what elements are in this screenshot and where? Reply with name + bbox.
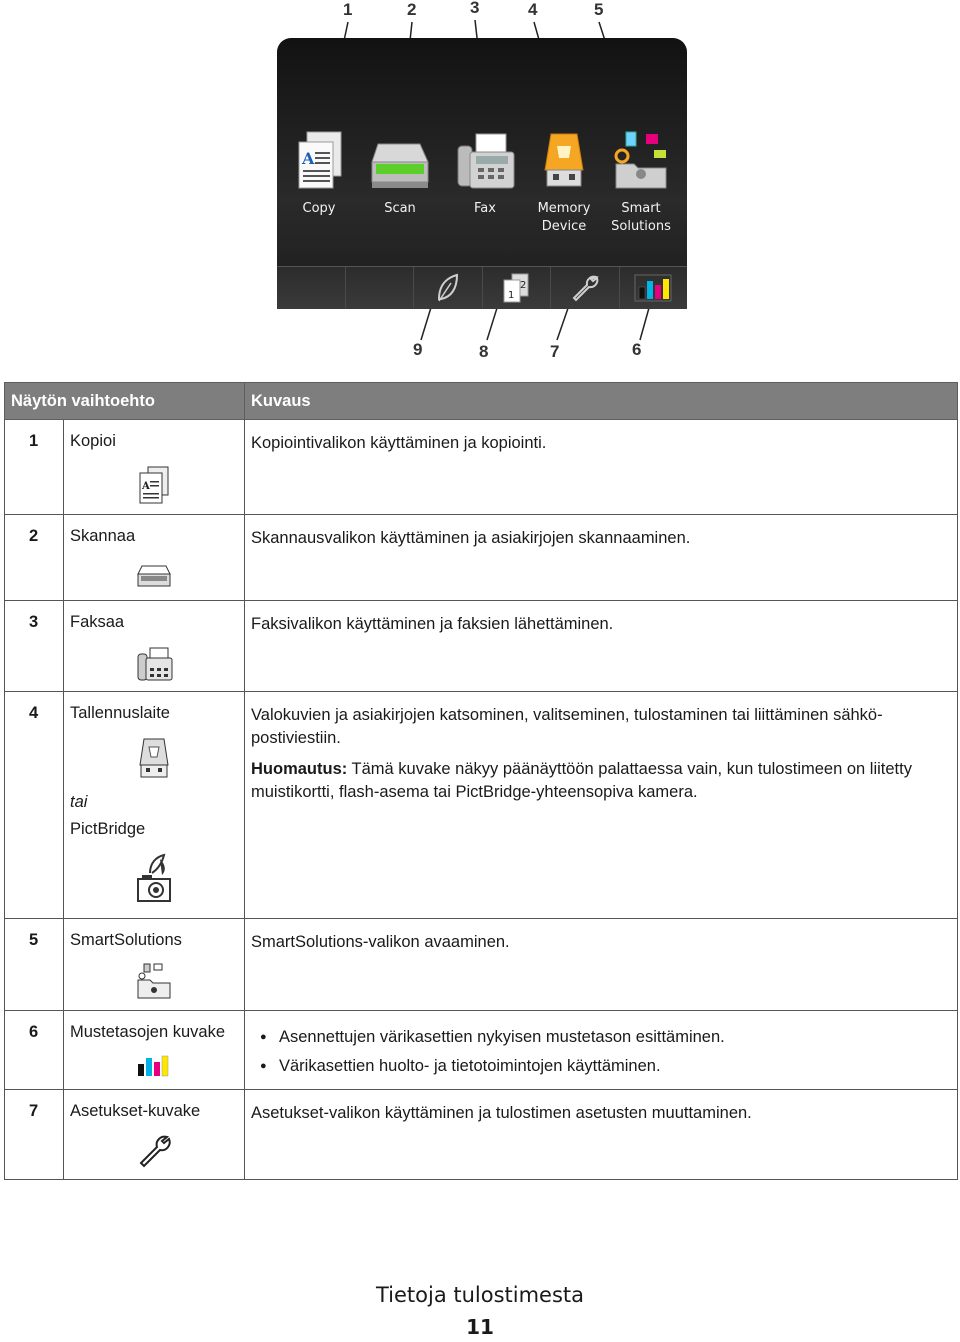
printer-display [277, 38, 687, 308]
option-label: Skannaa [70, 527, 136, 545]
eco-button[interactable] [414, 267, 483, 309]
smart-label-line1: Smart [621, 201, 661, 216]
or-text: tai [70, 793, 88, 811]
option-cell [64, 515, 244, 590]
memory-device-app[interactable] [525, 130, 603, 236]
option-label: SmartSolutions [70, 931, 182, 949]
ink-levels-icon [136, 1054, 172, 1078]
callout-7: 7 [550, 342, 560, 361]
ink-levels-button[interactable] [620, 267, 688, 309]
callout-1: 1 [343, 0, 353, 19]
svg-text:A: A [302, 149, 315, 168]
memory-device-icon [525, 130, 603, 192]
callout-4: 4 [528, 0, 538, 19]
table-row [5, 919, 958, 1011]
fax-icon [136, 646, 174, 682]
scanner-icon [361, 130, 439, 192]
option-cell [64, 919, 244, 1000]
row-number: 7 [29, 1102, 39, 1120]
note [251, 758, 951, 804]
copy-label: Copy [302, 201, 336, 216]
bar-cell-empty-1 [277, 267, 346, 309]
option-alt-label: PictBridge [70, 820, 146, 838]
wrench-icon [570, 273, 600, 303]
copy-app[interactable] [280, 130, 358, 218]
option-cell [64, 1090, 244, 1169]
table-row [5, 420, 958, 515]
description: SmartSolutions-valikon avaaminen. [251, 933, 510, 951]
page-number: 11 [466, 1315, 494, 1339]
memory-device-icon [136, 737, 172, 781]
callout-5: 5 [594, 0, 604, 19]
table-row [5, 515, 958, 601]
option-label: Kopioi [70, 432, 116, 450]
table-header-row [5, 383, 958, 420]
description: Kopiointivalikon käyttäminen ja kopiointi. [251, 434, 547, 452]
memory-label-line2: Device [541, 219, 587, 234]
bullet-item: ● Asennettujen värikasettien nykyisen mustetason esittäminen. [251, 1023, 951, 1052]
bullet-list [251, 1023, 951, 1081]
row-number: 6 [29, 1023, 39, 1041]
footer-title: Tietoja tulostimesta [375, 1283, 585, 1307]
row-number: 1 [29, 432, 39, 450]
option-cell [64, 601, 244, 682]
eco-icon [435, 273, 461, 303]
header-option: Näytön vaihtoehto [5, 383, 245, 420]
copy-icon [136, 465, 172, 505]
option-label: Faksaa [70, 613, 125, 631]
page-digit-1: 1 [508, 290, 515, 301]
page-digit-2: 2 [520, 280, 527, 291]
bar-cell-empty-2 [346, 267, 415, 309]
scanner-icon [136, 564, 172, 590]
wrench-icon [136, 1133, 172, 1169]
smart-solutions-label [602, 200, 680, 236]
memory-label-line1: Memory [537, 201, 591, 216]
description-line2: postiviestiin. [251, 729, 341, 747]
settings-button[interactable] [551, 267, 620, 309]
screen-bottom-bar [277, 266, 687, 309]
two-sided-button[interactable] [483, 267, 552, 309]
row-number: 3 [29, 613, 39, 631]
smart-solutions-icon [602, 130, 680, 192]
option-cell [64, 692, 244, 903]
description: Faksivalikon käyttäminen ja faksien lähettäminen. [251, 615, 614, 633]
fax-label: Fax [474, 201, 496, 216]
option-label: Tallennuslaite [70, 704, 170, 722]
row-number: 2 [29, 527, 39, 545]
scan-label: Scan [384, 201, 416, 216]
callout-3: 3 [470, 0, 480, 17]
row-number: 5 [29, 931, 39, 949]
option-label: Mustetasojen kuvake [70, 1023, 226, 1041]
two-sided-icon [500, 272, 532, 304]
option-label: Asetukset-kuvake [70, 1102, 201, 1120]
header-description: Kuvaus [245, 383, 958, 420]
note-label: Huomautus: [251, 760, 348, 778]
note-text: Tämä kuvake näkyy päänäyttöön palattaessa vain, kun tulostimeen on liitetty muistikortti, flash-asema tai PictBridge-yhteensopiva kamera. [251, 760, 912, 801]
fax-app[interactable] [446, 130, 524, 218]
memory-device-label [525, 200, 603, 236]
smart-solutions-icon [136, 962, 172, 1000]
pictbridge-icon [136, 853, 172, 903]
option-cell [64, 1011, 244, 1078]
option-cell [64, 420, 244, 505]
fax-icon [446, 130, 524, 192]
row-number: 4 [29, 704, 39, 722]
description-line1: Valokuvien ja asiakirjojen katsominen, valitseminen, tulostaminen tai liittäminen sähkö- [251, 706, 883, 724]
description [245, 692, 957, 804]
options-table [4, 382, 958, 1180]
copy-icon [280, 130, 358, 192]
description: Asetukset-valikon käyttäminen ja tulostimen asetusten muuttaminen. [251, 1104, 752, 1122]
callout-2: 2 [407, 0, 417, 19]
ink-levels-icon [633, 273, 673, 303]
callout-8: 8 [479, 342, 489, 361]
svg-text:A: A [142, 481, 150, 492]
table-row [5, 692, 958, 919]
smart-label-line2: Solutions [611, 219, 671, 234]
callout-9: 9 [413, 340, 423, 359]
description [245, 1011, 957, 1081]
scan-app[interactable] [361, 130, 439, 218]
callout-6: 6 [632, 340, 642, 359]
table-row [5, 1011, 958, 1090]
table-row [5, 1090, 958, 1180]
smart-solutions-app[interactable] [602, 130, 680, 236]
description: Skannausvalikon käyttäminen ja asiakirjojen skannaaminen. [251, 529, 691, 547]
table-row [5, 601, 958, 692]
bullet-item: ● Värikasettien huolto- ja tietotoimintojen käyttäminen. [251, 1052, 951, 1081]
